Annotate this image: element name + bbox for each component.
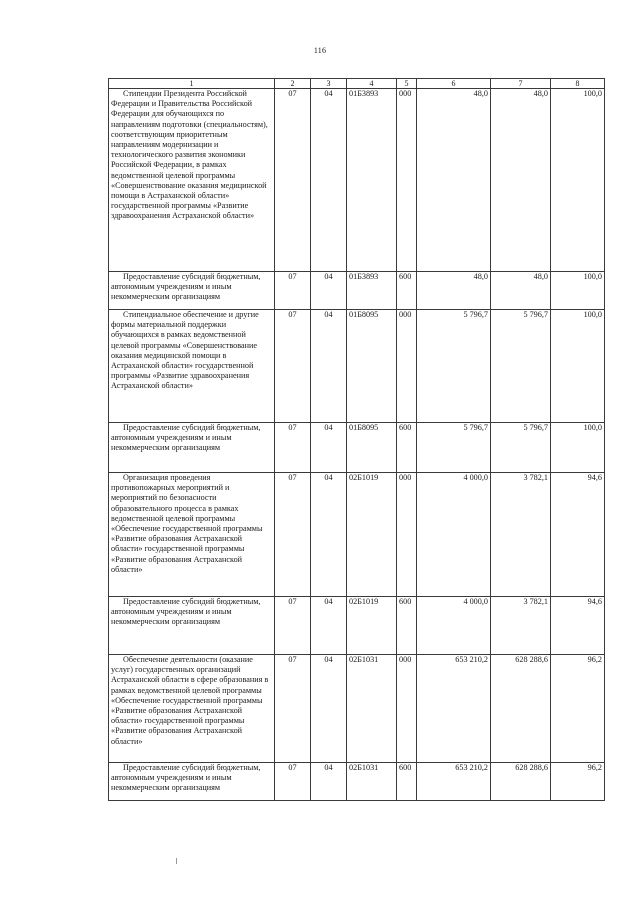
section-code-cell: 07 [275,655,311,763]
section-code-cell: 07 [275,763,311,801]
planned-amount-cell: 4 000,0 [417,473,491,597]
scan-artifact-mark [176,858,177,864]
planned-amount-cell: 48,0 [417,89,491,272]
subsection-code-cell: 04 [311,763,347,801]
table-row [109,763,605,801]
target-item-code-cell: 01Б8095 [347,310,397,423]
execution-percent-cell: 100,0 [551,272,605,310]
executed-amount-cell: 48,0 [491,89,551,272]
execution-percent-cell: 100,0 [551,423,605,473]
expense-type-code-cell: 600 [397,597,417,655]
column-header-8: 8 [551,79,605,89]
subsection-code-cell: 04 [311,310,347,423]
section-code-cell: 07 [275,473,311,597]
row-name-text: Предоставление субсидий бюджетным, автономным учреждениям и иным некоммерческим организациям [111,763,261,793]
table-row [109,597,605,655]
target-item-code-cell: 02Б1019 [347,473,397,597]
section-code-cell: 07 [275,423,311,473]
subsection-code-cell: 04 [311,473,347,597]
table-row [109,89,605,272]
column-header-5: 5 [397,79,417,89]
planned-amount-cell: 4 000,0 [417,597,491,655]
row-name-text: Стипендиальное обеспечение и другие формы материальной поддержки обучающихся в рамках ведомственной целевой программы «Совершенствование оказания медицинской помощи в Астраханской области» государственной программы «Развитие здравоохранения Астраханской области» [111,310,259,391]
expense-type-code-cell: 600 [397,763,417,801]
column-header-4: 4 [347,79,397,89]
section-code-cell: 07 [275,89,311,272]
execution-percent-cell: 94,6 [551,473,605,597]
budget-execution-table [108,78,605,801]
page-number: 116 [313,46,327,55]
column-header-1: 1 [109,79,275,89]
row-name-cell [109,473,275,597]
executed-amount-cell: 628 288,6 [491,763,551,801]
subsection-code-cell: 04 [311,272,347,310]
row-name-cell [109,597,275,655]
row-name-cell [109,89,275,272]
table-row [109,310,605,423]
target-item-code-cell: 01Б3893 [347,272,397,310]
target-item-code-cell: 02Б1019 [347,597,397,655]
row-name-text: Предоставление субсидий бюджетным, автономным учреждениям и иным некоммерческим организациям [111,423,261,453]
row-name-text: Обеспечение деятельности (оказание услуг) государственных организаций Астраханской области в сфере образования в рамках ведомственной целевой программы «Обеспечение государственной программы «Развитие образования Астраханской области» государственной программы «Развитие образования Астраханской области» [111,655,269,746]
executed-amount-cell: 3 782,1 [491,597,551,655]
subsection-code-cell: 04 [311,89,347,272]
planned-amount-cell: 653 210,2 [417,763,491,801]
column-header-6: 6 [417,79,491,89]
column-header-3: 3 [311,79,347,89]
column-header-2: 2 [275,79,311,89]
executed-amount-cell: 5 796,7 [491,423,551,473]
planned-amount-cell: 48,0 [417,272,491,310]
execution-percent-cell: 94,6 [551,597,605,655]
column-number-row [109,79,605,89]
target-item-code-cell: 01Б3893 [347,89,397,272]
executed-amount-cell: 48,0 [491,272,551,310]
execution-percent-cell: 96,2 [551,763,605,801]
expense-type-code-cell: 000 [397,473,417,597]
row-name-text: Предоставление субсидий бюджетным, автономным учреждениям и иным некоммерческим организациям [111,272,261,302]
subsection-code-cell: 04 [311,655,347,763]
table-row [109,655,605,763]
target-item-code-cell: 01Б8095 [347,423,397,473]
expense-type-code-cell: 000 [397,655,417,763]
expense-type-code-cell: 600 [397,423,417,473]
row-name-cell [109,310,275,423]
section-code-cell: 07 [275,272,311,310]
row-name-cell [109,272,275,310]
section-code-cell: 07 [275,597,311,655]
planned-amount-cell: 5 796,7 [417,423,491,473]
table-row [109,423,605,473]
column-header-7: 7 [491,79,551,89]
execution-percent-cell: 96,2 [551,655,605,763]
expense-type-code-cell: 000 [397,310,417,423]
subsection-code-cell: 04 [311,423,347,473]
execution-percent-cell: 100,0 [551,310,605,423]
row-name-cell [109,423,275,473]
table-row [109,473,605,597]
row-name-cell [109,655,275,763]
executed-amount-cell: 628 288,6 [491,655,551,763]
row-name-cell [109,763,275,801]
row-name-text: Стипендии Президента Российской Федерации и Правительства Российской Федерации для обучающихся по направлениям подготовки (специальностям), соответствующим приоритетным направлениям модернизации и технологического развития экономики Российской Федерации, в рамках ведомственной целевой программы «Совершенствование оказания медицинской помощи в Астраханской области» государственной программы «Развитие здравоохранения Астраханской области» [111,89,268,221]
target-item-code-cell: 02Б1031 [347,655,397,763]
table-row [109,272,605,310]
target-item-code-cell: 02Б1031 [347,763,397,801]
executed-amount-cell: 3 782,1 [491,473,551,597]
executed-amount-cell: 5 796,7 [491,310,551,423]
expense-type-code-cell: 600 [397,272,417,310]
row-name-text: Предоставление субсидий бюджетным, автономным учреждениям и иным некоммерческим организациям [111,597,261,627]
execution-percent-cell: 100,0 [551,89,605,272]
section-code-cell: 07 [275,310,311,423]
planned-amount-cell: 653 210,2 [417,655,491,763]
row-name-text: Организация проведения противопожарных мероприятий и мероприятий по безопасности образовательного процесса в рамках ведомственной целевой программы «Обеспечение государственной программы «Развитие образования Астраханской области» государственной программы «Развитие образования Астраханской области» [111,473,263,574]
subsection-code-cell: 04 [311,597,347,655]
planned-amount-cell: 5 796,7 [417,310,491,423]
expense-type-code-cell: 000 [397,89,417,272]
